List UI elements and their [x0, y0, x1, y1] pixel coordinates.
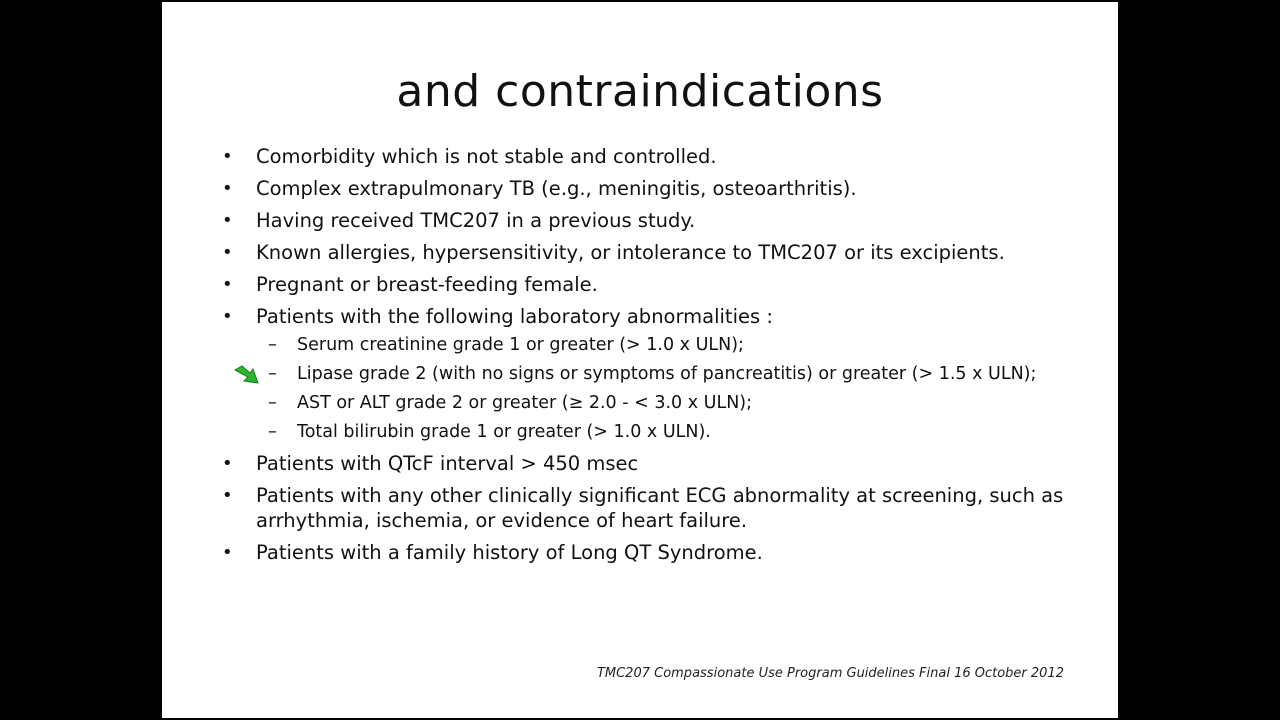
green-arrow-icon: [233, 364, 261, 386]
bullet-marker: •: [222, 146, 233, 167]
bullet-list: [214, 144, 1064, 572]
bullet-marker: •: [222, 242, 233, 263]
bullet-text: Patients with the following laboratory abnormalities :: [256, 305, 773, 328]
sub-list-item: [215, 335, 1064, 356]
bullet-marker: •: [222, 306, 233, 327]
sub-list-item: [215, 364, 1064, 385]
list-item: [214, 176, 1064, 201]
bullet-marker: •: [222, 542, 233, 563]
sub-bullet-text: Lipase grade 2 (with no signs or symptoms of pancreatitis) or greater (> 1.5 x ULN);: [297, 364, 1037, 384]
sub-list-item: [215, 393, 1064, 414]
list-item: [214, 451, 1064, 476]
list-item: [214, 540, 1064, 565]
slide-footer: TMC207 Compassionate Use Program Guidelines Final 16 October 2012: [596, 666, 1064, 681]
list-item: [214, 208, 1064, 233]
dash-marker: –: [268, 422, 277, 442]
sub-list-item: [215, 422, 1064, 443]
sub-bullet-text: Total bilirubin grade 1 or greater (> 1.0 x ULN).: [297, 422, 711, 442]
bullet-text: Comorbidity which is not stable and controlled.: [256, 145, 717, 168]
bullet-text: Having received TMC207 in a previous study.: [256, 209, 696, 232]
bullet-marker: •: [222, 274, 233, 295]
dash-marker: –: [268, 364, 277, 384]
sub-bullet-list: [256, 335, 1064, 443]
dash-marker: –: [268, 335, 277, 355]
list-item: [214, 240, 1064, 265]
bullet-text: Patients with a family history of Long QT Syndrome.: [256, 541, 763, 564]
dash-marker: –: [268, 393, 277, 413]
bullet-text: Patients with any other clinically significant ECG abnormality at screening, such as arrhythmia, ischemia, or evidence of heart failure.: [256, 484, 1064, 532]
list-item: [214, 144, 1064, 169]
bullet-marker: •: [222, 210, 233, 231]
bullet-text: Complex extrapulmonary TB (e.g., meningitis, osteoarthritis).: [256, 177, 857, 200]
bullet-text: Known allergies, hypersensitivity, or intolerance to TMC207 or its excipients.: [256, 241, 1005, 264]
sub-bullet-text: Serum creatinine grade 1 or greater (> 1.0 x ULN);: [297, 335, 744, 355]
list-item: [214, 304, 1064, 443]
slide: [162, 2, 1118, 718]
sub-bullet-text: AST or ALT grade 2 or greater (≥ 2.0 - < 3.0 x ULN);: [297, 393, 753, 413]
bullet-marker: •: [222, 178, 233, 199]
bullet-text: Pregnant or breast-feeding female.: [256, 273, 598, 296]
bullet-marker: •: [222, 485, 233, 506]
bullet-marker: •: [222, 453, 233, 474]
bullet-text: Patients with QTcF interval > 450 msec: [256, 452, 639, 475]
list-item: [214, 272, 1064, 297]
slide-title: and contraindications: [396, 66, 884, 117]
list-item: [214, 483, 1064, 533]
